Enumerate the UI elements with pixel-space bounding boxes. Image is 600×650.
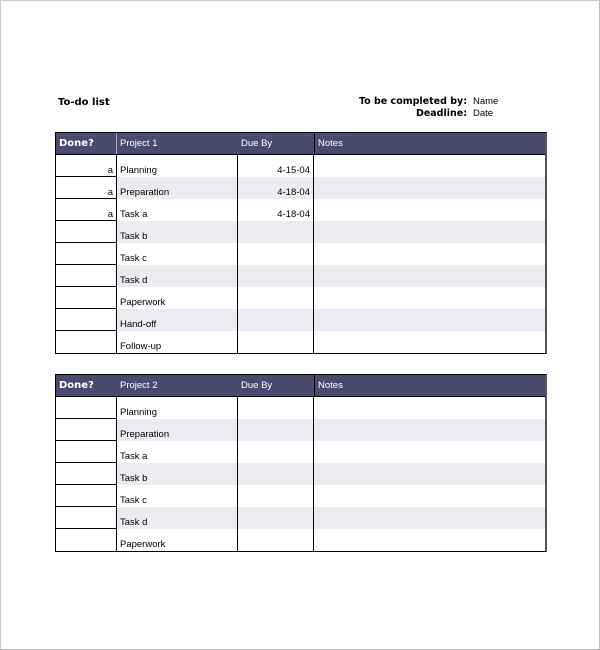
done-cell[interactable] <box>56 419 117 441</box>
project-cell[interactable]: Task d <box>117 265 238 287</box>
due-by-cell[interactable] <box>238 265 314 287</box>
project-cell[interactable]: Task d <box>117 507 238 529</box>
column-header-done: Done? <box>59 380 94 391</box>
notes-cell[interactable] <box>314 485 545 507</box>
done-cell[interactable] <box>56 397 117 419</box>
done-cell[interactable] <box>56 287 117 309</box>
notes-cell[interactable] <box>314 529 545 551</box>
table-row <box>56 463 545 485</box>
table-body <box>56 397 545 551</box>
table-row <box>56 441 545 463</box>
done-cell[interactable]: a <box>56 155 117 177</box>
project-cell[interactable]: Planning <box>117 397 238 419</box>
column-header-project: Project 1 <box>120 138 158 149</box>
due-by-cell[interactable] <box>238 419 314 441</box>
done-cell[interactable] <box>56 529 117 551</box>
done-cell[interactable] <box>56 243 117 265</box>
notes-cell[interactable] <box>314 441 545 463</box>
table-row <box>56 397 545 419</box>
deadline-value[interactable]: Date <box>473 108 494 119</box>
table-row <box>56 177 545 199</box>
notes-cell[interactable] <box>314 155 545 177</box>
notes-cell[interactable] <box>314 463 545 485</box>
table-row <box>56 287 545 309</box>
table-row <box>56 221 545 243</box>
deadline-label: Deadline: <box>415 108 467 119</box>
document-title: To-do list <box>58 97 110 108</box>
project-1-table <box>55 132 547 354</box>
project-cell[interactable]: Preparation <box>117 177 238 199</box>
notes-cell[interactable] <box>314 309 545 331</box>
notes-cell[interactable] <box>314 177 545 199</box>
table-row <box>56 199 545 221</box>
table-row <box>56 419 545 441</box>
due-by-cell[interactable] <box>238 529 314 551</box>
project-cell[interactable]: Preparation <box>117 419 238 441</box>
deadline-row <box>359 108 513 120</box>
table-row <box>56 309 545 331</box>
notes-cell[interactable] <box>314 397 545 419</box>
due-by-cell[interactable] <box>238 463 314 485</box>
done-cell[interactable] <box>56 463 117 485</box>
project-cell[interactable]: Hand-off <box>117 309 238 331</box>
done-cell[interactable] <box>56 221 117 243</box>
project-cell[interactable]: Task c <box>117 243 238 265</box>
completed-by-row <box>359 96 513 108</box>
notes-cell[interactable] <box>314 221 545 243</box>
table-row <box>56 243 545 265</box>
due-by-cell[interactable] <box>238 309 314 331</box>
done-cell[interactable] <box>56 485 117 507</box>
column-header-due-by: Due By <box>241 138 273 149</box>
due-by-cell[interactable] <box>238 441 314 463</box>
done-cell[interactable] <box>56 441 117 463</box>
notes-cell[interactable] <box>314 507 545 529</box>
column-header-notes: Notes <box>314 133 545 154</box>
due-by-cell[interactable] <box>238 397 314 419</box>
due-by-cell[interactable]: 4-18-04 <box>238 199 314 221</box>
project-cell[interactable]: Task a <box>117 199 238 221</box>
due-by-cell[interactable] <box>238 221 314 243</box>
notes-cell[interactable] <box>314 419 545 441</box>
project-cell[interactable]: Task a <box>117 441 238 463</box>
project-cell[interactable]: Task c <box>117 485 238 507</box>
done-cell[interactable]: a <box>56 177 117 199</box>
completed-by-value[interactable]: Name <box>473 96 499 107</box>
project-cell[interactable]: Task b <box>117 463 238 485</box>
due-by-cell[interactable]: 4-15-04 <box>238 155 314 177</box>
notes-cell[interactable] <box>314 243 545 265</box>
notes-cell[interactable] <box>314 265 545 287</box>
table-row <box>56 155 545 177</box>
due-by-cell[interactable] <box>238 287 314 309</box>
due-by-cell[interactable] <box>238 243 314 265</box>
done-cell[interactable] <box>56 331 117 353</box>
due-by-cell[interactable] <box>238 331 314 353</box>
notes-cell[interactable] <box>314 287 545 309</box>
due-by-cell[interactable] <box>238 485 314 507</box>
project-cell[interactable]: Paperwork <box>117 529 238 551</box>
table-body <box>56 155 545 353</box>
column-header-done: Done? <box>56 133 117 154</box>
project-cell[interactable]: Follow-up <box>117 331 238 353</box>
table-row <box>56 485 545 507</box>
table-row <box>56 507 545 529</box>
notes-cell[interactable] <box>314 331 545 353</box>
project-cell[interactable]: Planning <box>117 155 238 177</box>
table-row <box>56 265 545 287</box>
table-row <box>56 331 545 353</box>
done-cell[interactable] <box>56 309 117 331</box>
column-header-due-by: Due By <box>241 380 273 391</box>
project-cell[interactable]: Task b <box>117 221 238 243</box>
table-header <box>56 375 545 397</box>
completed-by-label: To be completed by: <box>358 96 467 107</box>
column-header-notes: Notes <box>314 375 545 396</box>
assignment-info <box>359 96 513 120</box>
table-row <box>56 529 545 551</box>
notes-cell[interactable] <box>314 199 545 221</box>
due-by-cell[interactable]: 4-18-04 <box>238 177 314 199</box>
project-cell[interactable]: Paperwork <box>117 287 238 309</box>
column-header-project: Project 2 <box>120 380 158 391</box>
done-cell[interactable]: a <box>56 199 117 221</box>
done-cell[interactable] <box>56 265 117 287</box>
table-header <box>56 133 545 155</box>
done-cell[interactable] <box>56 507 117 529</box>
due-by-cell[interactable] <box>238 507 314 529</box>
project-2-table <box>55 374 547 552</box>
